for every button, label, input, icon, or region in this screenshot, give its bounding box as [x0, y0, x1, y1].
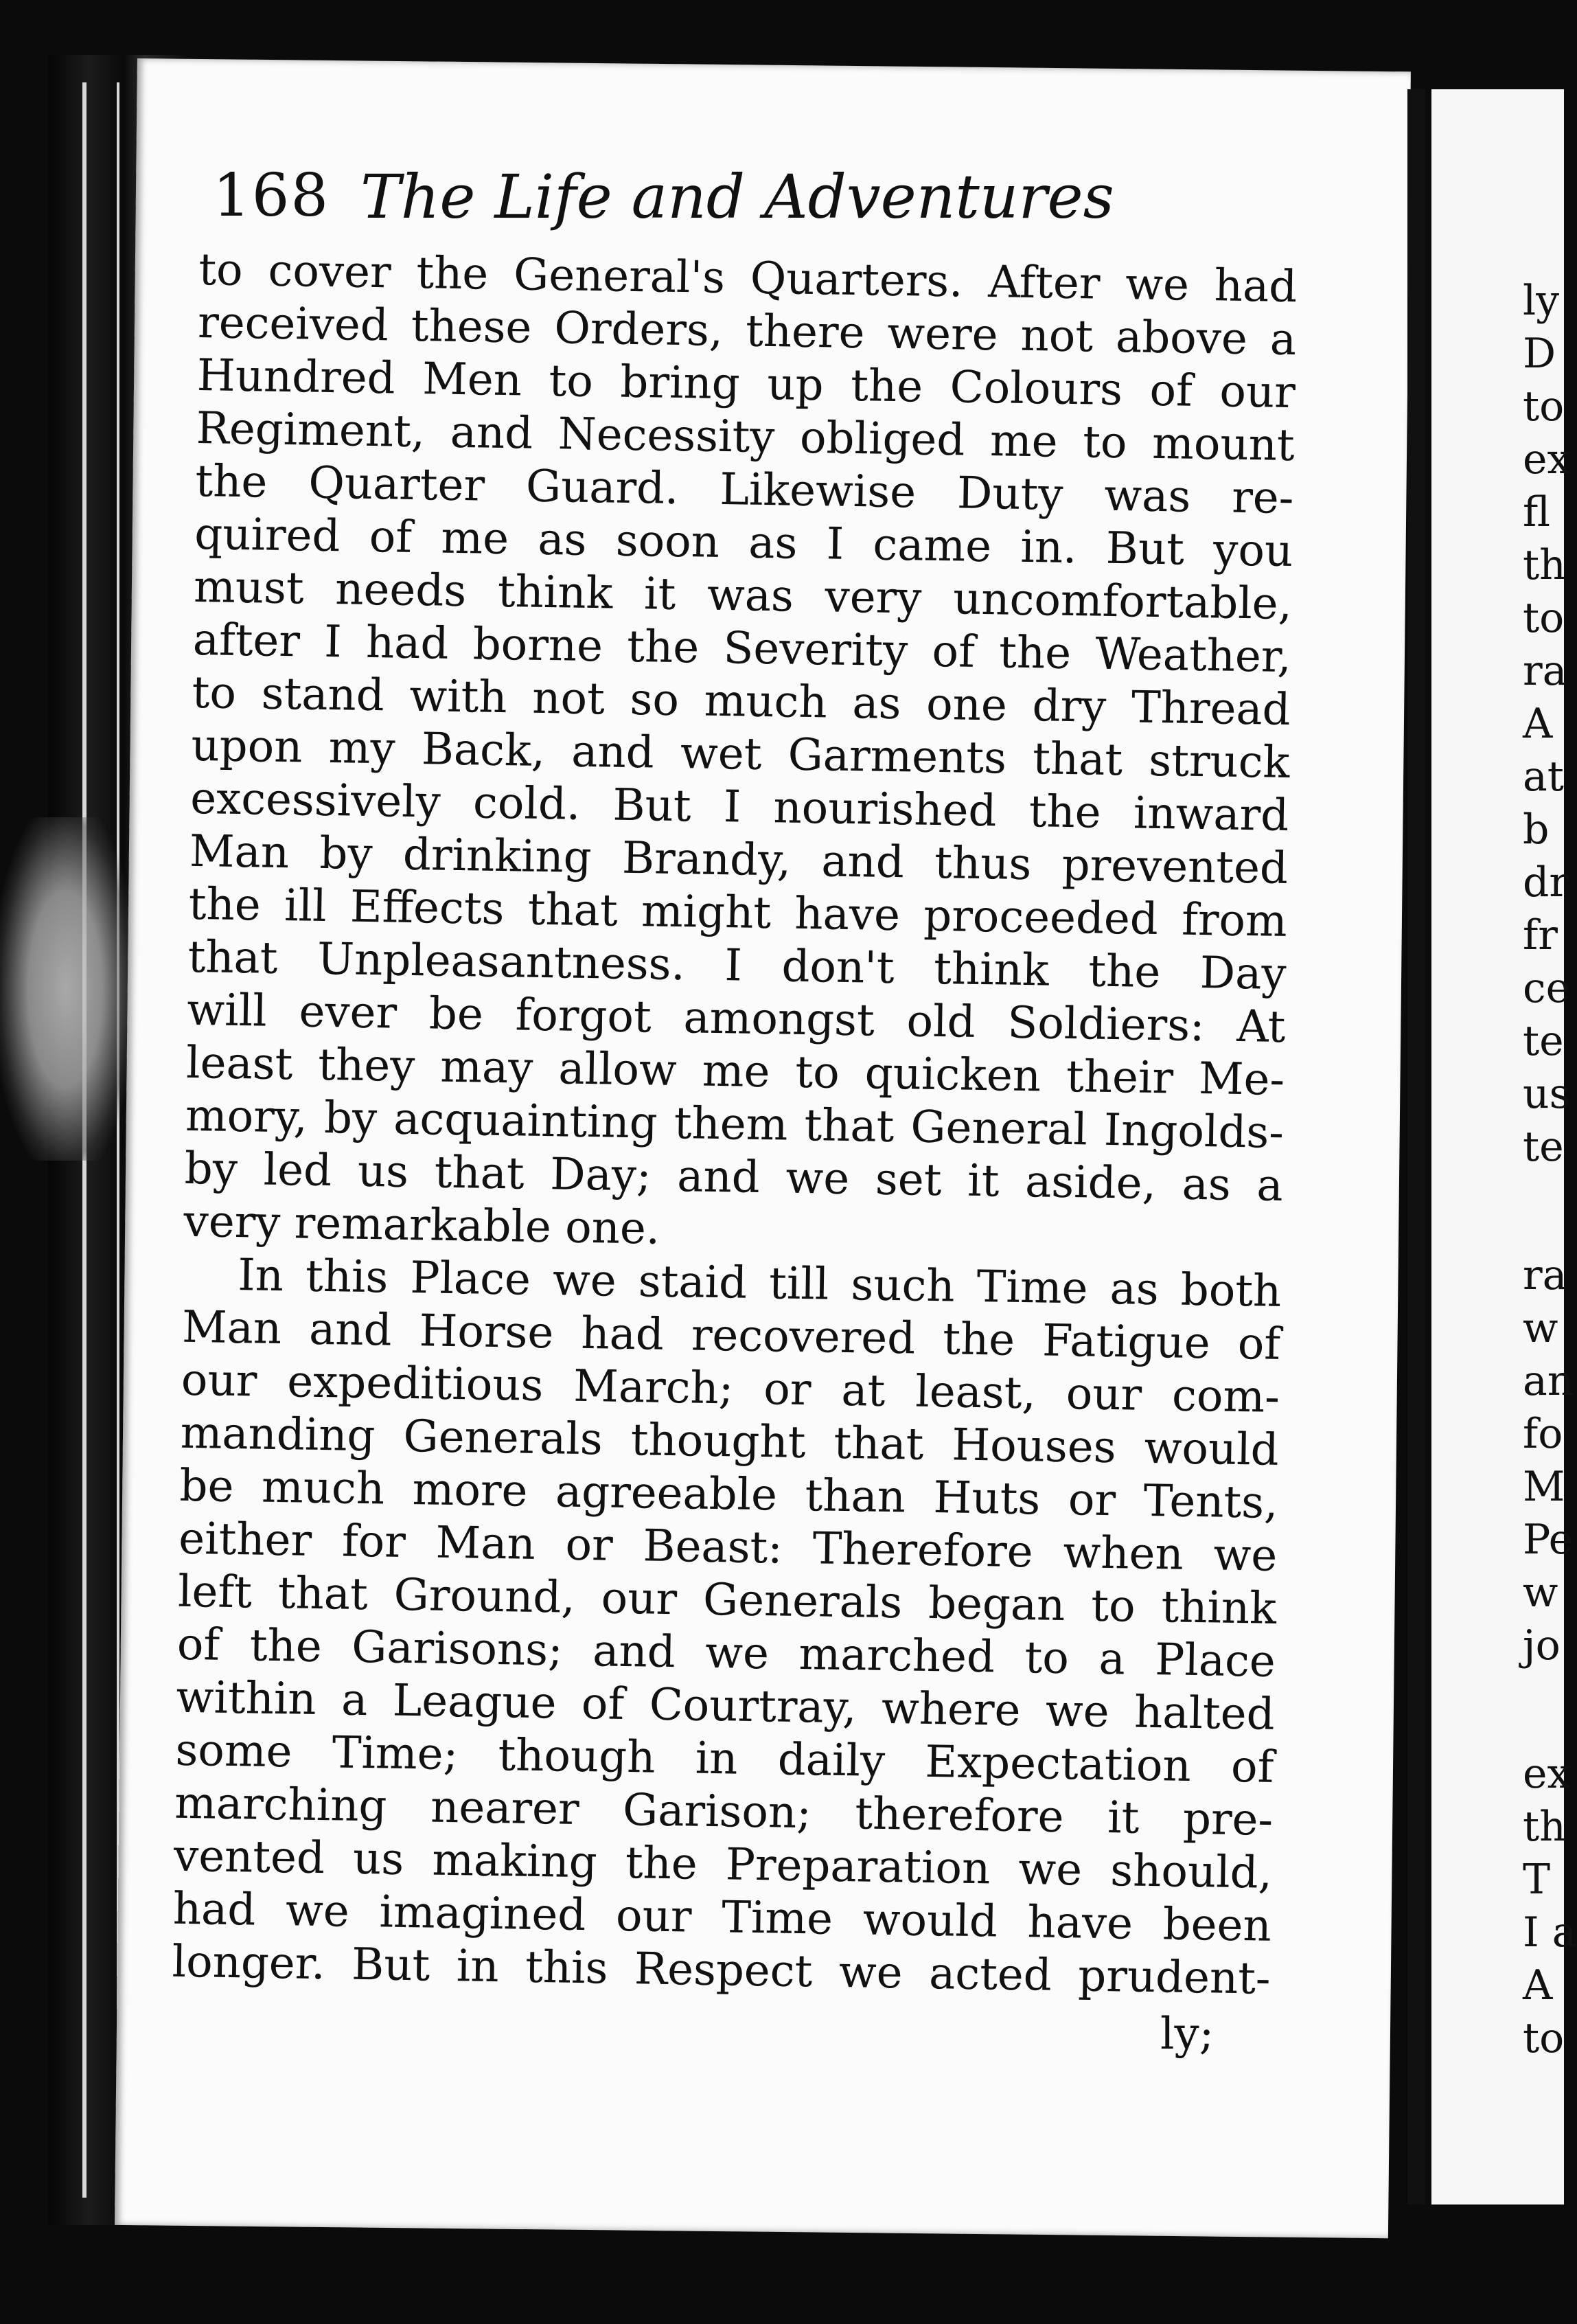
- text-line: had we imagined our Time would have been: [172, 1883, 1272, 1952]
- text-line: quired of me as soon as I came in. But you: [194, 508, 1293, 578]
- page-stain: [0, 817, 130, 1161]
- text-line: to stand with not so much as one dry Thread: [192, 667, 1291, 736]
- facing-page-fragment: I a: [1523, 1909, 1577, 1957]
- facing-page-fragment: us: [1523, 1070, 1571, 1118]
- text-line: of the Garisons; and we marched to a Place: [176, 1619, 1276, 1687]
- catchword: ly;: [1160, 2009, 1215, 2060]
- text-line: In this Place we staid till such Time as both: [237, 1250, 1282, 1317]
- facing-page-fragment: ex: [1523, 1750, 1571, 1798]
- facing-page-fragments: [1523, 275, 1577, 2065]
- facing-page-fragment: A: [1523, 700, 1553, 748]
- text-line: either for Man or Beast: Therefore when we: [178, 1513, 1278, 1582]
- text-line: by led us that Day; and we set it aside, as a: [184, 1143, 1284, 1211]
- text-line: upon my Back, and wet Garments that struck: [190, 720, 1290, 789]
- text-line: very remarkable one.: [183, 1196, 660, 1255]
- text-line: Hundred Men to bring up the Colours of our: [196, 350, 1296, 419]
- text-line: must needs think it was very uncomfortable,: [193, 561, 1293, 630]
- text-line: vented us making the Preparation we should,: [173, 1830, 1273, 1899]
- text-line: excessively cold. But I nourished the inward: [189, 773, 1289, 842]
- text-line: marching nearer Garison; therefore it pre-: [174, 1777, 1274, 1846]
- running-title: The Life and Adventures: [360, 161, 1114, 232]
- facing-page-fragment: fr: [1523, 911, 1558, 959]
- facing-page-fragment: ra: [1523, 1251, 1567, 1299]
- text-line: Man and Horse had recovered the Fatigue of: [181, 1301, 1281, 1370]
- facing-page-fragment: jo: [1523, 1621, 1561, 1670]
- facing-page-fragment: th: [1523, 541, 1566, 589]
- page-number: 168: [213, 161, 330, 230]
- facing-page-fragment: dr: [1523, 858, 1569, 907]
- facing-page-fragment: M: [1523, 1463, 1565, 1511]
- body-text: [172, 244, 1298, 2006]
- text-line: after I had borne the Severity of the Weather,: [192, 614, 1292, 683]
- facing-page-fragment: b: [1523, 806, 1550, 854]
- text-line: left that Ground, our Generals began to think: [177, 1566, 1277, 1634]
- facing-page-fragment: th: [1523, 1803, 1566, 1851]
- text-line: some Time; though in daily Expectation of: [174, 1724, 1274, 1793]
- text-line: manding Generals thought that Houses would: [180, 1407, 1280, 1476]
- facing-page-fragment: at: [1523, 753, 1564, 801]
- facing-page-fragment: A: [1523, 1961, 1553, 2009]
- facing-page-group: [1523, 1249, 1574, 1672]
- facing-page-fragment: ce: [1523, 964, 1571, 1012]
- facing-page-fragment: D: [1523, 330, 1556, 378]
- text-line: that Unpleasantness. I don't think the Day: [187, 931, 1287, 1000]
- text-line: will ever be forgot amongst old Soldiers: At: [186, 984, 1286, 1053]
- facing-page-fragment: an: [1523, 1357, 1574, 1405]
- facing-page-fragment: te: [1523, 1017, 1564, 1065]
- text-line: longer. But in this Respect we acted prudent-: [172, 1936, 1271, 2005]
- facing-page-group: [1523, 1748, 1577, 2065]
- text-line: be much more agreeable than Huts or Tents,: [179, 1460, 1278, 1529]
- facing-page-fragment: T: [1523, 1856, 1551, 1904]
- facing-page-fragment: to: [1523, 383, 1565, 431]
- facing-page-fragment: ly: [1523, 277, 1560, 325]
- facing-page-fragment: fo: [1523, 1410, 1563, 1458]
- text-line: mory, by acquainting them that General Ingolds-: [185, 1090, 1285, 1159]
- facing-page-fragment: te: [1523, 1123, 1564, 1171]
- facing-page-fragment: ra: [1523, 647, 1567, 695]
- facing-page-fragment: fl: [1523, 488, 1551, 536]
- text-line: Man by drinking Brandy, and thus prevented: [189, 825, 1289, 895]
- facing-page-fragment: ex: [1523, 435, 1571, 483]
- facing-page-fragment: to: [1523, 594, 1565, 642]
- text-line: least they may allow me to quicken their Me-: [185, 1037, 1285, 1106]
- page-header: [213, 155, 1284, 258]
- facing-page-fragment: to: [1523, 2014, 1565, 2062]
- facing-page-fragment: Pe: [1523, 1516, 1574, 1564]
- page-gutter: [1407, 89, 1425, 2205]
- text-line: received these Orders, there were not above a: [197, 297, 1297, 366]
- text-line: Regiment, and Necessity obliged me to mount: [196, 402, 1296, 472]
- facing-page-fragment: w: [1523, 1304, 1558, 1352]
- text-line: the Quarter Guard. Likewise Duty was re-: [194, 455, 1294, 525]
- text-line: to cover the General's Quarters. After we had: [198, 244, 1298, 313]
- text-line: our expeditious March; or at least, our com-: [181, 1354, 1280, 1423]
- facing-page-group: [1523, 275, 1571, 1174]
- facing-page-fragment: w: [1523, 1569, 1558, 1617]
- text-line: the ill Effects that might have proceeded from: [188, 878, 1288, 948]
- text-line: within a League of Courtray, where we halted: [176, 1672, 1276, 1740]
